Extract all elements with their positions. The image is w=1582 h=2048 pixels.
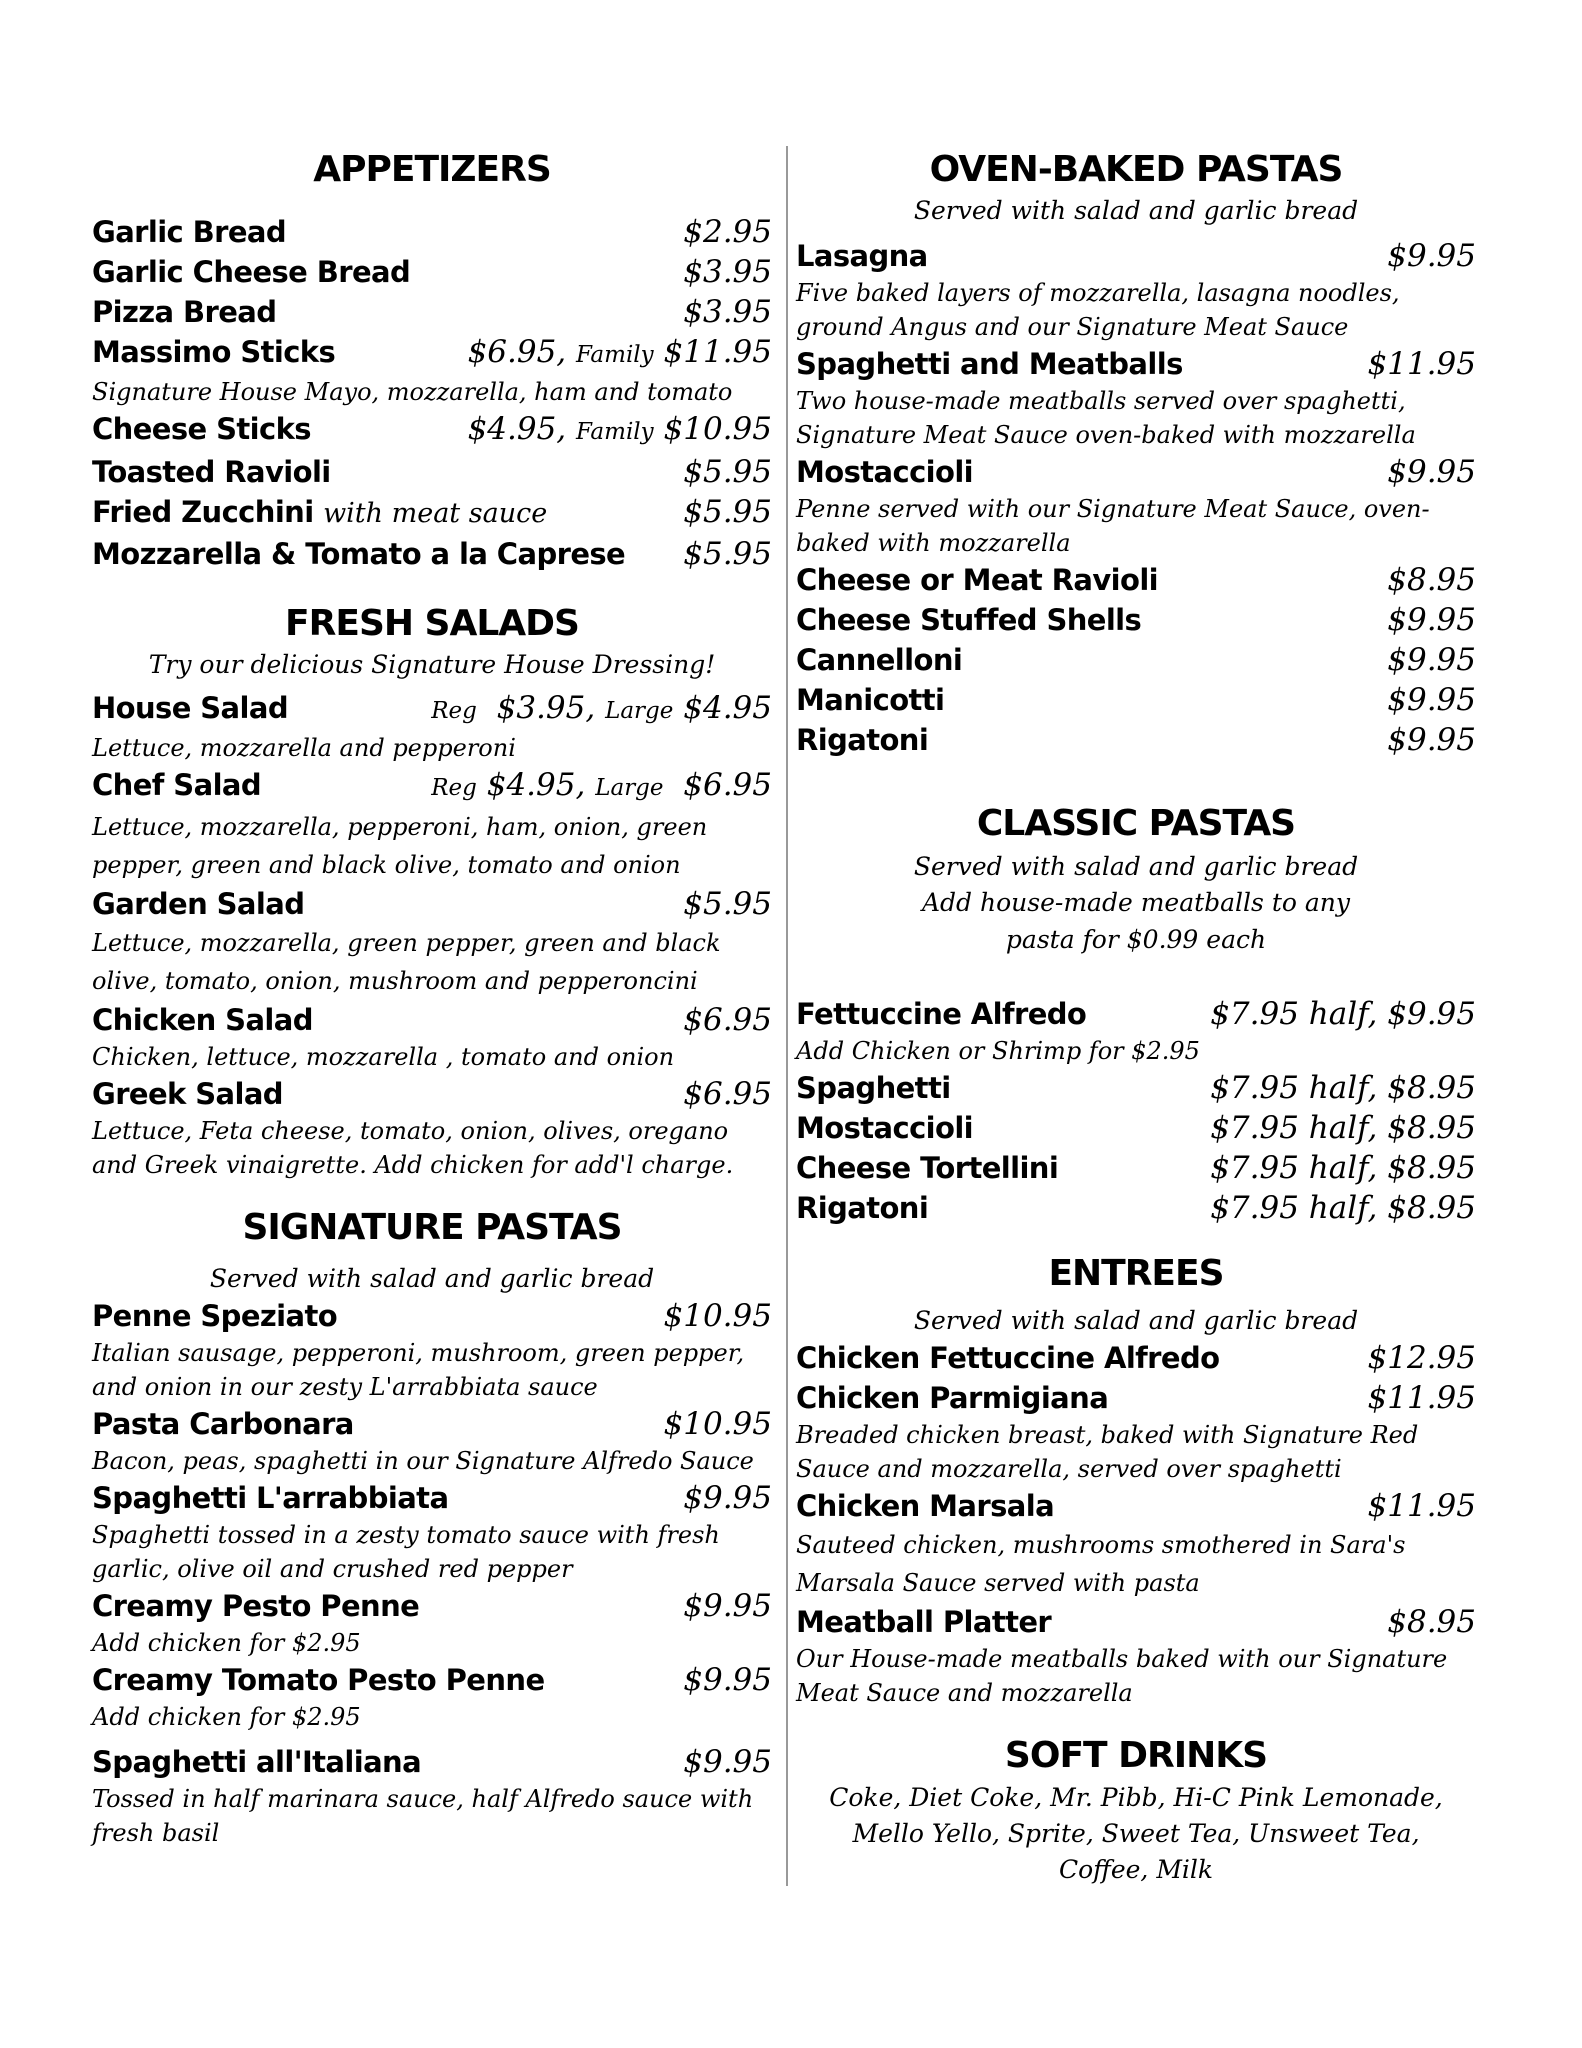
- item-name: Pasta Carbonara: [92, 1407, 354, 1441]
- item-name: Spaghetti L'arrabbiata: [92, 1481, 449, 1515]
- oven-baked-pastas-section: [796, 140, 1476, 760]
- menu-item: [796, 1602, 1476, 1710]
- item-name: Fettuccine Alfredo: [796, 997, 1087, 1031]
- section-title: APPETIZERS: [313, 149, 551, 190]
- appetizers-section: [92, 140, 772, 574]
- item-price: $10.95: [663, 1406, 772, 1442]
- item-description: Bacon, peas, spaghetti in our Signature Alfredo Sauce: [92, 1447, 754, 1475]
- item-price: $6.95, Family $11.95: [467, 334, 772, 370]
- item-description: Lettuce, mozzarella, green pepper, green and black olive, tomato, onion, mushroom and pepperoncini: [92, 929, 721, 995]
- menu-item: [92, 765, 772, 884]
- section-subtitle: pasta for $0.99 each: [1005, 925, 1267, 954]
- item-name: Rigatoni: [796, 1191, 929, 1225]
- menu-item: [796, 1378, 1476, 1486]
- item-price: $7.95 half, $8.95: [1210, 1150, 1476, 1186]
- item-name: Cheese Tortellini: [796, 1151, 1059, 1185]
- menu-item: [92, 1404, 772, 1478]
- menu-item: [92, 212, 772, 252]
- item-name: Spaghetti: [796, 1071, 951, 1105]
- menu-item: [796, 452, 1476, 560]
- item-description: Signature House Mayo, mozzarella, ham and tomato: [92, 378, 733, 406]
- item-name: Spaghetti and Meatballs: [796, 347, 1183, 381]
- item-price: $8.95: [1387, 562, 1476, 598]
- item-description: Italian sausage, pepperoni, mushroom, green pepper, and onion in our zesty L'arrabbiata sauce: [92, 1339, 745, 1401]
- item-description: Sauteed chicken, mushrooms smothered in Sara's Marsala Sauce served with pasta: [796, 1531, 1406, 1597]
- menu-item: [796, 1068, 1476, 1108]
- item-description: Add chicken for $2.95: [92, 1629, 361, 1657]
- item-price: $11.95: [1367, 1380, 1476, 1416]
- item-name: Mostaccioli: [796, 1111, 974, 1145]
- item-price: $9.95: [683, 1480, 772, 1516]
- section-subtitle: Add house-made meatballs to any: [922, 888, 1350, 917]
- item-price: Reg $4.95, Large $6.95: [431, 767, 772, 803]
- item-name: Chicken Fettuccine Alfredo: [796, 1341, 1220, 1375]
- item-price: $6.95: [683, 1002, 772, 1038]
- item-price: $6.95: [683, 1076, 772, 1112]
- item-name: Cheese Sticks: [92, 412, 311, 446]
- menu-item: [92, 534, 772, 574]
- section-title: FRESH SALADS: [285, 603, 579, 644]
- item-name: Fried Zucchini with meat sauce: [92, 495, 548, 529]
- item-price: Reg $3.95, Large $4.95: [431, 690, 772, 726]
- item-description: Lettuce, Feta cheese, tomato, onion, olives, oregano and Greek vinaigrette. Add chicken for add'l charge.: [92, 1117, 734, 1179]
- item-price: $2.95: [683, 214, 772, 250]
- item-price: $10.95: [663, 1298, 772, 1334]
- menu-item: [796, 1188, 1476, 1228]
- item-name: Garden Salad: [92, 887, 305, 921]
- item-name: Cheese Stuffed Shells: [796, 603, 1142, 637]
- item-price: $7.95 half, $8.95: [1210, 1070, 1476, 1106]
- item-price: $9.95: [1387, 642, 1476, 678]
- column-divider: [786, 146, 788, 1886]
- menu-item: [796, 640, 1476, 680]
- item-description: Chicken, lettuce, mozzarella , tomato and onion: [92, 1043, 675, 1071]
- item-price: $5.95: [683, 536, 772, 572]
- menu-item: [796, 344, 1476, 452]
- item-name: Greek Salad: [92, 1077, 283, 1111]
- item-name: Chicken Marsala: [796, 1489, 1055, 1523]
- signature-pastas-section: [92, 1204, 772, 1850]
- item-name: Meatball Platter: [796, 1605, 1052, 1639]
- menu-item: [796, 720, 1476, 760]
- section-subtitle: Served with salad and garlic bread: [913, 852, 1359, 881]
- menu-item: [796, 600, 1476, 640]
- menu-item: [92, 1742, 772, 1850]
- item-description: Tossed in half marinara sauce, half Alfredo sauce with fresh basil: [92, 1785, 754, 1847]
- item-price: $7.95 half, $8.95: [1210, 1110, 1476, 1146]
- item-description: Five baked layers of mozzarella, lasagna noodles, ground Angus and our Signature Meat Sauce: [796, 279, 1400, 341]
- menu-item: [92, 252, 772, 292]
- menu-item: [92, 452, 772, 492]
- left-column: [92, 140, 772, 1850]
- section-title: CLASSIC PASTAS: [976, 803, 1296, 844]
- item-price: $9.95: [1387, 602, 1476, 638]
- item-name: Creamy Pesto Penne: [92, 1589, 420, 1623]
- item-description: Add Chicken or Shrimp for $2.95: [796, 1037, 1200, 1065]
- item-name: Spaghetti all'Italiana: [92, 1745, 422, 1779]
- section-subtitle: Served with salad and garlic bread: [913, 1306, 1359, 1335]
- item-name: Mozzarella & Tomato a la Caprese: [92, 537, 626, 571]
- entrees-section: [796, 1250, 1476, 1710]
- item-name: Chef Salad: [92, 768, 262, 802]
- item-name: Lasagna: [796, 239, 928, 273]
- drinks-list: Coke, Diet Coke, Mr. Pibb, Hi-C Pink Lemonade, Mello Yello, Sprite, Sweet Tea, Unsweet Tea, Coffee, Milk: [829, 1783, 1443, 1884]
- item-price: $9.95: [683, 1744, 772, 1780]
- item-price: $8.95: [1387, 1604, 1476, 1640]
- section-subtitle: Served with salad and garlic bread: [913, 196, 1359, 225]
- item-name: Manicotti: [796, 683, 945, 717]
- item-name: House Salad: [92, 691, 288, 725]
- item-price: $7.95 half, $9.95: [1210, 996, 1476, 1032]
- menu-item: [796, 1338, 1476, 1378]
- menu-item: [796, 994, 1476, 1068]
- menu-item: [796, 236, 1476, 344]
- item-price: $11.95: [1367, 1488, 1476, 1524]
- item-name: Massimo Sticks: [92, 335, 336, 369]
- classic-pastas-section: [796, 800, 1476, 1228]
- item-name: Rigatoni: [796, 723, 929, 757]
- menu-item: [796, 680, 1476, 720]
- item-name: Chicken Parmigiana: [796, 1381, 1109, 1415]
- item-description: Lettuce, mozzarella and pepperoni: [92, 734, 516, 762]
- item-name: Mostaccioli: [796, 455, 974, 489]
- item-price: $5.95: [683, 886, 772, 922]
- section-title: OVEN-BAKED PASTAS: [929, 149, 1343, 190]
- menu-item: [796, 560, 1476, 600]
- item-price: $12.95: [1367, 1340, 1476, 1376]
- menu-item: [92, 688, 772, 765]
- item-name: Cannelloni: [796, 643, 963, 677]
- item-name: Garlic Cheese Bread: [92, 255, 411, 289]
- item-price: $9.95: [683, 1662, 772, 1698]
- salads-section: [92, 600, 772, 1182]
- item-description: Lettuce, mozzarella, pepperoni, ham, onion, green pepper, green and black olive, tomato and onion: [92, 813, 708, 879]
- menu-item: [92, 492, 772, 534]
- item-name: Garlic Bread: [92, 215, 287, 249]
- item-price: $4.95, Family $10.95: [467, 411, 772, 447]
- item-price: $9.95: [1387, 722, 1476, 758]
- menu-item: [92, 1074, 772, 1182]
- menu-item: [92, 1000, 772, 1074]
- item-description: Add chicken for $2.95: [92, 1703, 361, 1731]
- menu-item: [796, 1486, 1476, 1602]
- menu-item: [92, 1586, 772, 1660]
- menu-item: [92, 884, 772, 1000]
- item-price: $9.95: [1387, 238, 1476, 274]
- item-price: $5.95: [683, 454, 772, 490]
- item-price: $11.95: [1367, 346, 1476, 382]
- item-price: $9.95: [1387, 682, 1476, 718]
- item-description: Breaded chicken breast, baked with Signature Red Sauce and mozzarella, served over spaghetti: [796, 1421, 1419, 1483]
- item-name: Pizza Bread: [92, 295, 277, 329]
- item-name: Penne Speziato: [92, 1299, 338, 1333]
- menu-item: [92, 1478, 772, 1586]
- menu-item: [92, 1296, 772, 1404]
- section-title: SIGNATURE PASTAS: [242, 1207, 622, 1248]
- item-name: Cheese or Meat Ravioli: [796, 563, 1159, 597]
- menu-item: [92, 292, 772, 332]
- section-title: ENTREES: [1048, 1253, 1224, 1294]
- menu-item: [796, 1108, 1476, 1148]
- soft-drinks-section: [796, 1732, 1476, 1888]
- menu-item: [92, 332, 772, 409]
- item-price: $5.95: [683, 494, 772, 530]
- menu-item: [796, 1148, 1476, 1188]
- item-price: $3.95: [683, 294, 772, 330]
- item-name: Toasted Ravioli: [92, 455, 331, 489]
- section-title: SOFT DRINKS: [1004, 1735, 1268, 1776]
- item-price: $9.95: [683, 1588, 772, 1624]
- section-subtitle: Served with salad and garlic bread: [209, 1264, 655, 1293]
- item-price: $3.95: [683, 254, 772, 290]
- item-description: Two house-made meatballs served over spaghetti, Signature Meat Sauce oven-baked with mozzarella: [796, 387, 1416, 449]
- item-description: Penne served with our Signature Meat Sauce, oven-baked with mozzarella: [796, 495, 1430, 557]
- right-column: [796, 140, 1476, 1888]
- item-name: Creamy Tomato Pesto Penne: [92, 1663, 545, 1697]
- item-description: Our House-made meatballs baked with our Signature Meat Sauce and mozzarella: [796, 1645, 1448, 1707]
- item-price: $9.95: [1387, 454, 1476, 490]
- item-price: $7.95 half, $8.95: [1210, 1190, 1476, 1226]
- item-name: Chicken Salad: [92, 1003, 313, 1037]
- menu-item: [92, 1660, 772, 1734]
- item-description: Spaghetti tossed in a zesty tomato sauce with fresh garlic, olive oil and crushed red pepper: [92, 1521, 720, 1583]
- section-subtitle: Try our delicious Signature House Dressing!: [148, 650, 716, 679]
- menu-item: [92, 409, 772, 452]
